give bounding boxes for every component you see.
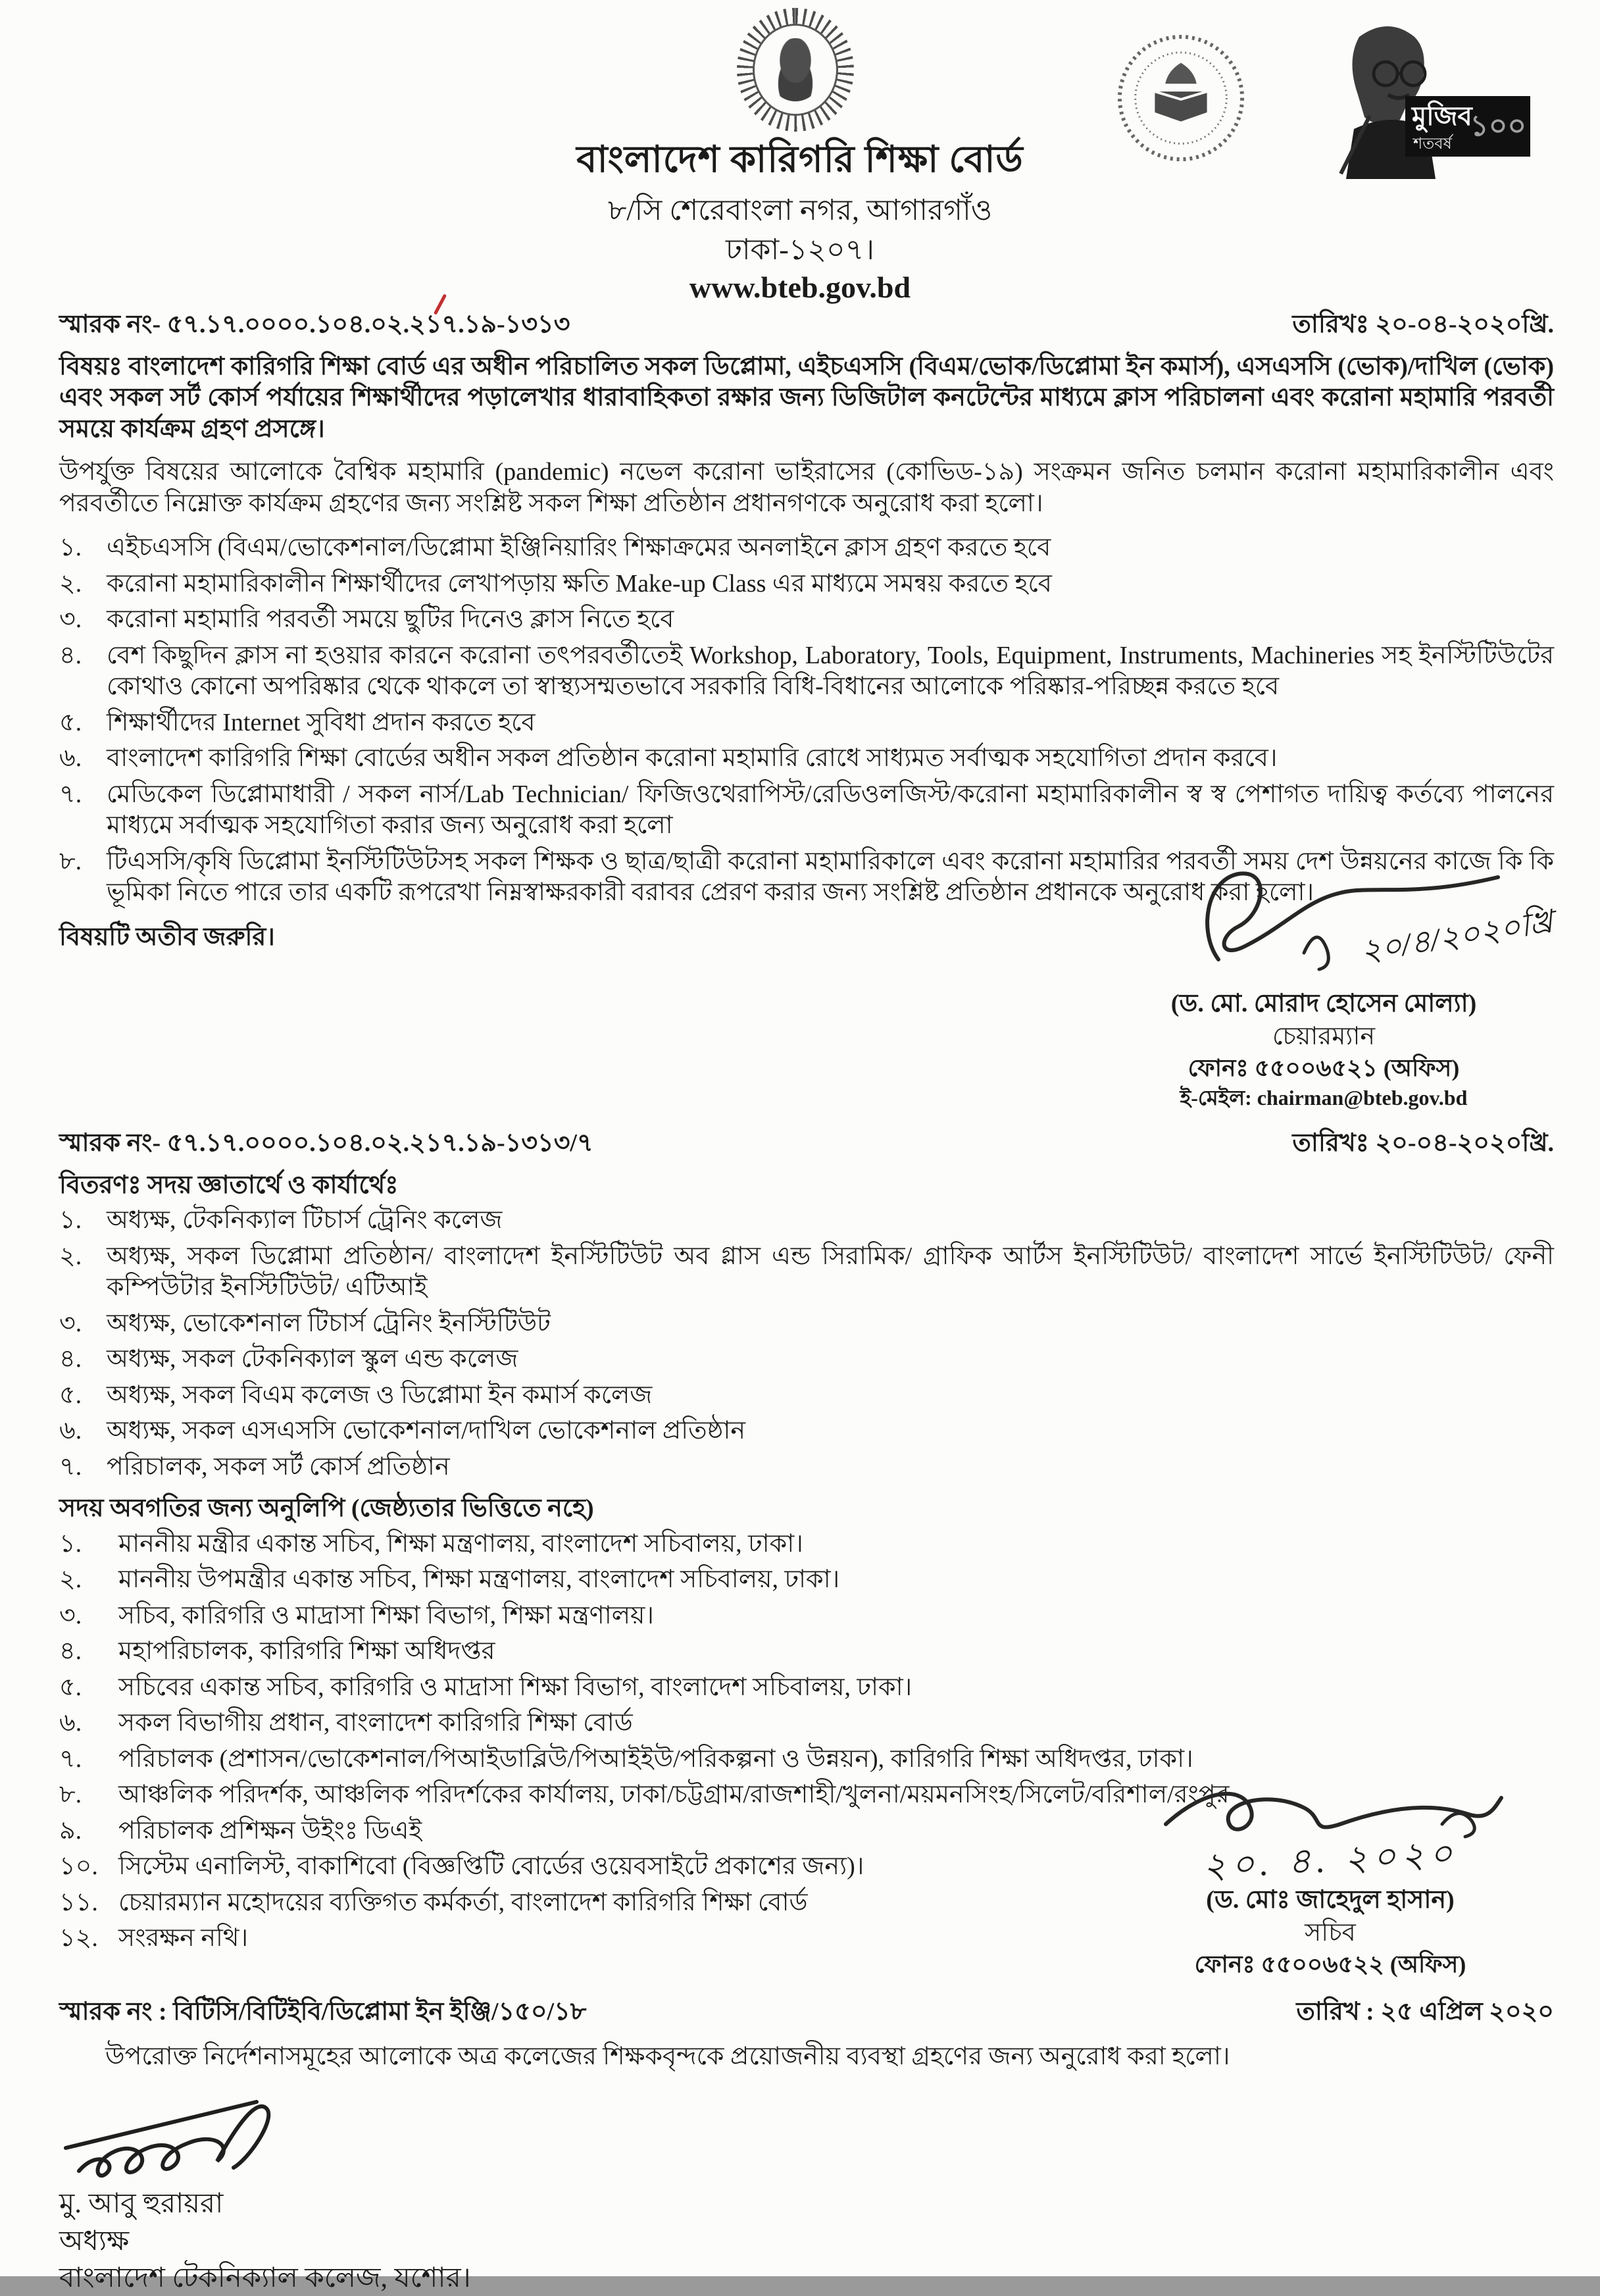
cc-number: ১. (59, 1529, 82, 1558)
distribution-text: অধ্যক্ষ, সকল বিএম কলেজ ও ডিপ্লোমা ইন কমার্স কলেজ (107, 1381, 653, 1409)
secretary-phone: ফোনঃ ৫৫০০৬৫২২ (অফিস) (1194, 1951, 1466, 1977)
cc-text: সংরক্ষন নথি। (118, 1924, 249, 1952)
distribution-text: পরিচালক, সকল সর্ট কোর্স প্রতিষ্ঠান (107, 1452, 450, 1481)
cc-number: ৫. (59, 1673, 82, 1701)
instruction-item (59, 640, 1554, 703)
instruction-number: ৩. (59, 605, 82, 633)
distribution-item (59, 1308, 1554, 1340)
mujib-subtext: শতবর্ষ (1413, 136, 1452, 153)
instruction-text: করোনা মহামারি পরবর্তী সময়ে ছুটির দিনেও ক্লাস নিতে হবে (107, 605, 674, 633)
instruction-text: মেডিকেল ডিপ্লোমাধারী / সকল নার্স/Lab Technician/ ফিজিওথেরাপিস্ট/রেডিওলজিস্ট/করোনা মহামারিকালীন স্ব স্ব পেশাগত দায়িত্ব কর্তব্যে পালনের মাধ্যমে সর্বাত্মক সহযোগিতা করার জন্য অনুরোধ করা হলো (107, 780, 1554, 839)
secretary-handwritten-date: ২০. ৪. ২০২০ (1201, 1833, 1459, 1886)
distribution-number: ৫. (59, 1381, 82, 1409)
distribution-item (59, 1344, 1554, 1375)
cc-number: ১২. (59, 1924, 98, 1952)
cc-item (59, 1708, 1554, 1739)
instruction-item (59, 743, 1554, 775)
cc-item (59, 1636, 1554, 1668)
memo-row-1 (59, 309, 1554, 341)
address-line-2: ঢাকা-১২০৭। (726, 234, 874, 266)
principal-name: মু. আবু হুরায়রা (59, 2189, 224, 2219)
memo-date-2: তারিখঃ ২০-০৪-২০২০খ্রি. (1292, 1129, 1554, 1157)
instruction-text: এইচএসসি (বিএম/ভোকেশনাল/ডিপ্লোমা ইঞ্জিনিয়ারিং শিক্ষাক্রমের অনলাইনে ক্লাস গ্রহণ করতে হবে (107, 534, 1051, 561)
letterhead (0, 0, 1600, 304)
cc-number: ১১. (59, 1888, 98, 1916)
memo-row-2 (59, 1128, 1554, 1160)
instruction-item (59, 779, 1554, 842)
cc-number: ৭. (59, 1745, 82, 1773)
instruction-text: শিক্ষার্থীদের Internet সুবিধা প্রদান করতে হবে (107, 708, 536, 736)
chairman-handwritten-date: ২০/৪/২০২০খ্রি (1359, 904, 1556, 969)
cc-text: সিস্টেম এনালিস্ট, বাকাশিবো (বিজ্ঞপ্তিটি বোর্ডের ওয়েবসাইটে প্রকাশের জন্য)। (118, 1852, 864, 1880)
cc-text: সকল বিভাগীয় প্রধান, বাংলাদেশ কারিগরি শিক্ষা বোর্ড (118, 1709, 633, 1737)
mujib-word: মুজিব (1412, 101, 1472, 131)
closing-paragraph: উপরোক্ত নির্দেশনাসমূহের আলোকে অত্র কলেজের শিক্ষকবৃন্দকে প্রয়োজনীয় ব্যবস্থা গ্রহণের জন্য অনুরোধ করা হলো। (105, 2042, 1230, 2070)
bteb-seal-icon (737, 8, 854, 132)
instruction-number: ৭. (59, 780, 82, 808)
cc-text: পরিচালক প্রশিক্ষন উইংঃ ডিএই (118, 1816, 422, 1845)
distribution-item (59, 1205, 1554, 1237)
instruction-text: টিএসসি/কৃষি ডিপ্লোমা ইনস্টিটিউটসহ সকল শিক্ষক ও ছাত্র/ছাত্রী করোনা মহামারিকালে এবং করোনা মহামারির পরবর্তী সময় দেশ উন্নয়নের কাজে কি কি ভূমিকা নিতে পারে তার একটি রূপরেখা নিম্নস্বাক্ষরকারী বরাবর প্রেরণ করার জন্য সংশ্লিষ্ট প্রতিষ্ঠান প্রধানকে অনুরোধ করা হলো। (107, 847, 1554, 906)
principal-signature-image (59, 2085, 336, 2184)
secretary-signature-block (1126, 1762, 1534, 1980)
cc-text: আঞ্চলিক পরিদর্শক, আঞ্চলিক পরিদর্শকের কার্যালয়, ঢাকা/চট্টগ্রাম/রাজশাহী/খুলনা/ময়মনসিংহ/সিলেট/বরিশাল/রংপুর (118, 1781, 1230, 1808)
chairman-name: (ড. মো. মোরাদ হোসেন মোল্যা) (1170, 990, 1477, 1017)
cc-item (59, 1672, 1554, 1704)
memo-number-2: স্মারক নং- ৫৭.১৭.০০০০.১০৪.০২.২১৭.১৯-১৩১৩/৭ (59, 1129, 593, 1157)
distribution-item (59, 1452, 1554, 1483)
instruction-item (59, 569, 1554, 600)
chairman-title: চেয়ারম্যান (1272, 1022, 1376, 1050)
principal-signature-block (59, 2085, 559, 2296)
instruction-number: ৬. (59, 744, 82, 772)
distribution-item (59, 1241, 1554, 1304)
principal-title: অধ্যক্ষ (59, 2226, 130, 2257)
cc-item (59, 1529, 1554, 1560)
memo-date-1: তারিখঃ ২০-০৪-২০২০খ্রি. (1292, 311, 1554, 338)
distribution-text: অধ্যক্ষ, সকল টেকনিক্যাল স্কুল এন্ড কলেজ (107, 1345, 518, 1373)
instruction-text: বাংলাদেশ কারিগরি শিক্ষা বোর্ডের অধীন সকল প্রতিষ্ঠান করোনা মহামারি রোধে সাধ্যমত সর্বাত্মক সহযোগিতা প্রদান করবে। (107, 744, 1278, 772)
secretary-name: (ড. মোঃ জাহেদুল হাসান) (1206, 1886, 1455, 1914)
distribution-text: অধ্যক্ষ, সকল ডিপ্লোমা প্রতিষ্ঠান/ বাংলাদেশ ইনস্টিটিউট অব গ্লাস এন্ড সিরামিক/ গ্রাফিক আর্টস ইনস্টিটিউট/ বাংলাদেশ সার্ভে ইনস্টিটিউট/ ফেনী কম্পিউটার ইনস্টিটিউট/ এটিআই (107, 1242, 1554, 1301)
cc-number: ১০. (59, 1852, 98, 1880)
instruction-number: ৮. (59, 847, 82, 875)
cc-number: ৮. (59, 1781, 82, 1808)
cc-number: ৬. (59, 1709, 82, 1737)
cc-heading: সদয় অবগতির জন্য অনুলিপি (জেষ্ঠ্যতার ভিত্তিতে নহে) (59, 1494, 594, 1522)
instruction-number: ৫. (59, 708, 82, 736)
cc-item (59, 1600, 1554, 1632)
distribution-text: অধ্যক্ষ, ভোকেশনাল টিচার্স ট্রেনিং ইনস্টিটিউট (107, 1309, 551, 1337)
memo-number-1: স্মারক নং- ৫৭.১৭.০০০০.১০৪.০২.২১৭.১৯-১৩১৩ (59, 309, 570, 341)
instruction-list (59, 532, 1554, 909)
distribution-item (59, 1416, 1554, 1447)
chairman-phone: ফোনঃ ৫৫০০৬৫২১ (অফিস) (1188, 1055, 1460, 1081)
principal-org: বাংলাদেশ টেকনিক্যাল কলেজ, যশোর। (59, 2263, 471, 2293)
education-board-emblem-icon (1116, 29, 1246, 168)
cc-text: সচিবের একান্ত সচিব, কারিগরি ও মাদ্রাসা শিক্ষা বিভাগ, বাংলাদেশ সচিবালয়, ঢাকা। (118, 1673, 913, 1701)
cc-number: ৪. (59, 1637, 82, 1665)
distribution-list (59, 1205, 1554, 1483)
distribution-number: ৭. (59, 1452, 82, 1481)
letter-body (0, 304, 1600, 2296)
chairman-email: ই-মেইল: chairman@bteb.gov.bd (1180, 1086, 1468, 1110)
org-name: বাংলাদেশ কারিগরি শিক্ষা বোর্ড (576, 140, 1024, 180)
memo-date-3: তারিখ : ২৫ এপ্রিল ২০২০ (1296, 1998, 1554, 2026)
memo-row-3 (59, 1997, 1554, 2028)
instruction-item (59, 532, 1554, 564)
instruction-number: ২. (59, 569, 82, 598)
secretary-title: সচিব (1305, 1918, 1356, 1947)
mujib-100-logo (1309, 18, 1530, 179)
instruction-number: ৪. (59, 641, 82, 669)
cc-number: ৩. (59, 1601, 82, 1629)
instruction-number: ১. (59, 534, 82, 561)
address-line-1: ৮/সি শেরেবাংলা নগর, আগারগাঁও (607, 194, 993, 226)
mujib-100-wordmark (1405, 96, 1530, 157)
distribution-number: ৩. (59, 1309, 82, 1337)
cc-text: মহাপরিচালক, কারিগরি শিক্ষা অধিদপ্তর (118, 1637, 495, 1665)
chairman-signature-block (1100, 854, 1556, 1111)
distribution-heading: বিতরণঃ সদয় জ্ঞাতার্থে ও কার্যার্থেঃ (59, 1171, 399, 1199)
cc-text: মাননীয় মন্ত্রীর একান্ত সচিব, শিক্ষা মন্ত্রণালয়, বাংলাদেশ সচিবালয়, ঢাকা। (118, 1529, 803, 1558)
intro-paragraph: উপর্যুক্ত বিষয়ের আলোকে বৈশ্বিক মহামারি (pandemic) নভেল করোনা ভাইরাসের (কোভিড-১৯) সংক্রমন জনিত চলমান করোনা মহামারিকালীন এবং পরবর্তীতে নিম্নোক্ত কার্যক্রম গ্রহণের জন্য সংশ্লিষ্ট সকল শিক্ষা প্রতিষ্ঠান প্রধানগণকে অনুরোধ করা হলো। (59, 458, 1554, 517)
urgent-note: বিষয়টি অতীব জরুরি। (59, 923, 275, 951)
cc-text: পরিচালক (প্রশাসন/ভোকেশনাল/পিআইডাব্লিউ/পিআইইউ/পরিকল্পনা ও উন্নয়ন), কারিগরি শিক্ষা অধিদপ্তর, ঢাকা। (118, 1745, 1193, 1773)
distribution-number: ১. (59, 1206, 82, 1234)
instruction-text: বেশ কিছুদিন ক্লাস না হওয়ার কারনে করোনা তৎপরবর্তীতেই Workshop, Laboratory, Tools, Equipment, Instruments, Machineries সহ ইনস্টিটিউটের কোথাও কোনো অপরিষ্কার থেকে থাকলে তা স্বাস্থ্যসম্মতভাবে সরকারি বিধি-বিধানের আলোকে পরিষ্কার-পরিচ্ছন্ন করতে হবে (107, 641, 1554, 700)
subject-line: বিষয়ঃ বাংলাদেশ কারিগরি শিক্ষা বোর্ড এর অধীন পরিচালিত সকল ডিপ্লোমা, এইচএসসি (বিএম/ভোক/ডিপ্লোমা ইন কমার্স), এসএসসি (ভোক)/দাখিল (ভোক) এবং সকল সর্ট কোর্স পর্যায়ের শিক্ষার্থীদের পড়ালেখার ধারাবাহিকতা রক্ষার জন্য ডিজিটাল কনটেন্টের মাধ্যমে ক্লাস পরিচালনা এবং করোনা মহামারি পরবর্তী সময়ে কার্যক্রম গ্রহণ প্রসঙ্গে। (59, 352, 1554, 443)
distribution-text: অধ্যক্ষ, টেকনিক্যাল টিচার্স ট্রেনিং কলেজ (107, 1206, 503, 1234)
mujib-100-number: ১০০ (1470, 110, 1526, 142)
website-text: www.bteb.gov.bd (689, 270, 911, 304)
instruction-text: করোনা মহামারিকালীন শিক্ষার্থীদের লেখাপড়ায় ক্ষতি Make-up Class এর মাধ্যমে সমন্বয় করতে হবে (107, 569, 1052, 598)
cc-number: ২. (59, 1566, 82, 1593)
distribution-number: ৬. (59, 1417, 82, 1444)
cc-number: ৯. (59, 1816, 82, 1845)
distribution-item (59, 1380, 1554, 1412)
distribution-number: ৪. (59, 1345, 82, 1373)
distribution-number: ২. (59, 1242, 82, 1270)
memo-number-3: স্মারক নং : বিটিসি/বিটিইবি/ডিপ্লোমা ইন ইঞ্জি/১৫০/১৮ (59, 1998, 587, 2026)
instruction-item (59, 707, 1554, 739)
distribution-text: অধ্যক্ষ, সকল এসএসসি ভোকেশনাল/দাখিল ভোকেশনাল প্রতিষ্ঠান (107, 1417, 746, 1444)
instruction-item (59, 604, 1554, 636)
cc-item (59, 1564, 1554, 1596)
cc-text: মাননীয় উপমন্ত্রীর একান্ত সচিব, শিক্ষা মন্ত্রণালয়, বাংলাদেশ সচিবালয়, ঢাকা। (118, 1566, 840, 1593)
cc-text: চেয়ারম্যান মহোদয়ের ব্যক্তিগত কর্মকর্তা, বাংলাদেশ কারিগরি শিক্ষা বোর্ড (118, 1888, 808, 1916)
cc-text: সচিব, কারিগরি ও মাদ্রাসা শিক্ষা বিভাগ, শিক্ষা মন্ত্রণালয়। (118, 1601, 655, 1629)
